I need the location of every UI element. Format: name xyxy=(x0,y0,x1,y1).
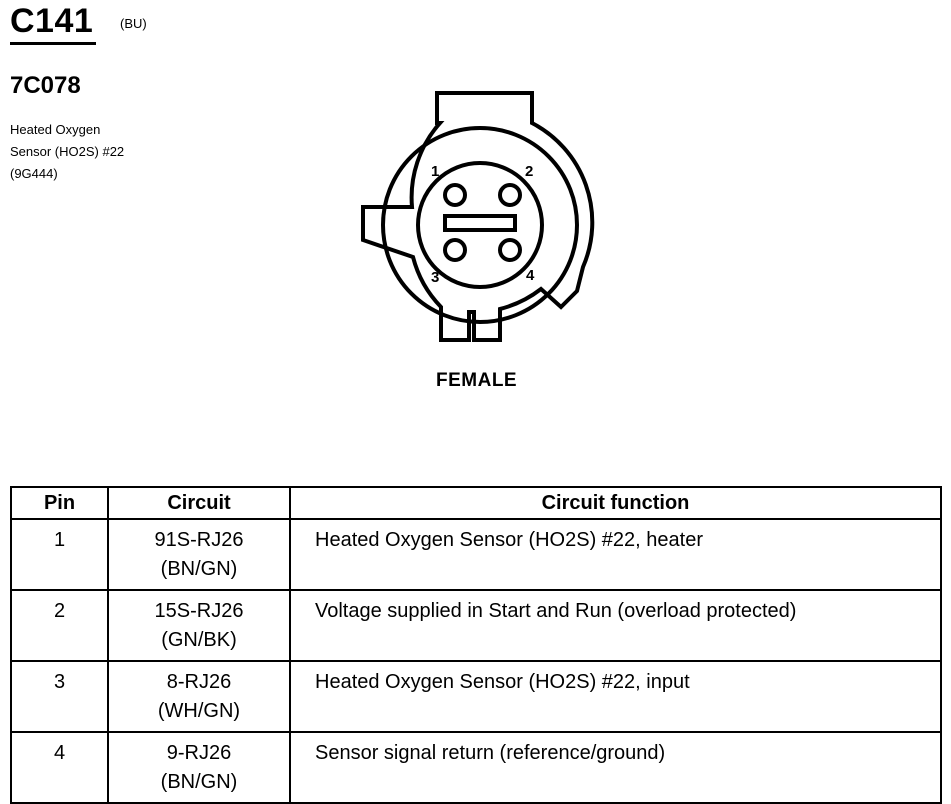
function-cell: Heated Oxygen Sensor (HO2S) #22, heater xyxy=(290,519,941,590)
description-line-3: (9G444) xyxy=(10,166,58,181)
circuit-cell xyxy=(108,590,290,661)
circuit-cell xyxy=(108,661,290,732)
function-cell: Voltage supplied in Start and Run (overload protected) xyxy=(290,590,941,661)
pin-hole-2 xyxy=(500,185,520,205)
part-number: 7C078 xyxy=(10,72,81,99)
title-underline xyxy=(10,42,96,45)
description-line-1: Heated Oxygen xyxy=(10,122,101,137)
column-header-circuit-function: Circuit function xyxy=(290,487,941,519)
column-header-circuit: Circuit xyxy=(108,487,290,519)
wire-color: (GN/BK) xyxy=(161,629,237,651)
wire-color: (BN/GN) xyxy=(160,558,238,580)
pin-label-2: 2 xyxy=(525,163,534,180)
pin-label-4: 4 xyxy=(526,267,535,284)
circuit-id: 8-RJ26 xyxy=(166,671,232,693)
description-line-2: Sensor (HO2S) #22 xyxy=(10,144,125,159)
wire-color: (WH/GN) xyxy=(157,700,241,722)
connector-gender-label: FEMALE xyxy=(436,370,518,391)
pin-cell: 4 xyxy=(11,732,108,803)
function-cell: Heated Oxygen Sensor (HO2S) #22, input xyxy=(290,661,941,732)
table-row xyxy=(11,590,941,661)
circuit-id: 91S-RJ26 xyxy=(154,529,244,551)
pin-hole-4 xyxy=(500,240,520,260)
connector-face-diagram xyxy=(355,85,595,355)
pin-cell: 2 xyxy=(11,590,108,661)
table-header-row xyxy=(11,487,941,519)
function-cell: Sensor signal return (reference/ground) xyxy=(290,732,941,803)
pin-cell: 3 xyxy=(11,661,108,732)
table-row xyxy=(11,732,941,803)
pin-cell: 1 xyxy=(11,519,108,590)
circuit-id: 15S-RJ26 xyxy=(154,600,244,622)
circuit-cell xyxy=(108,519,290,590)
circuit-id: 9-RJ26 xyxy=(166,742,232,764)
pin-label-3: 3 xyxy=(431,269,440,286)
table-row xyxy=(11,661,941,732)
connector-title: C141 xyxy=(10,2,94,40)
table-row xyxy=(11,519,941,590)
column-header-pin: Pin xyxy=(11,487,108,519)
pin-label-1: 1 xyxy=(431,163,440,180)
circuit-cell xyxy=(108,732,290,803)
pin-hole-3 xyxy=(445,240,465,260)
pin-table xyxy=(10,486,942,804)
color-code: (BU) xyxy=(120,16,147,31)
pin-hole-1 xyxy=(445,185,465,205)
wire-color: (BN/GN) xyxy=(160,771,238,793)
